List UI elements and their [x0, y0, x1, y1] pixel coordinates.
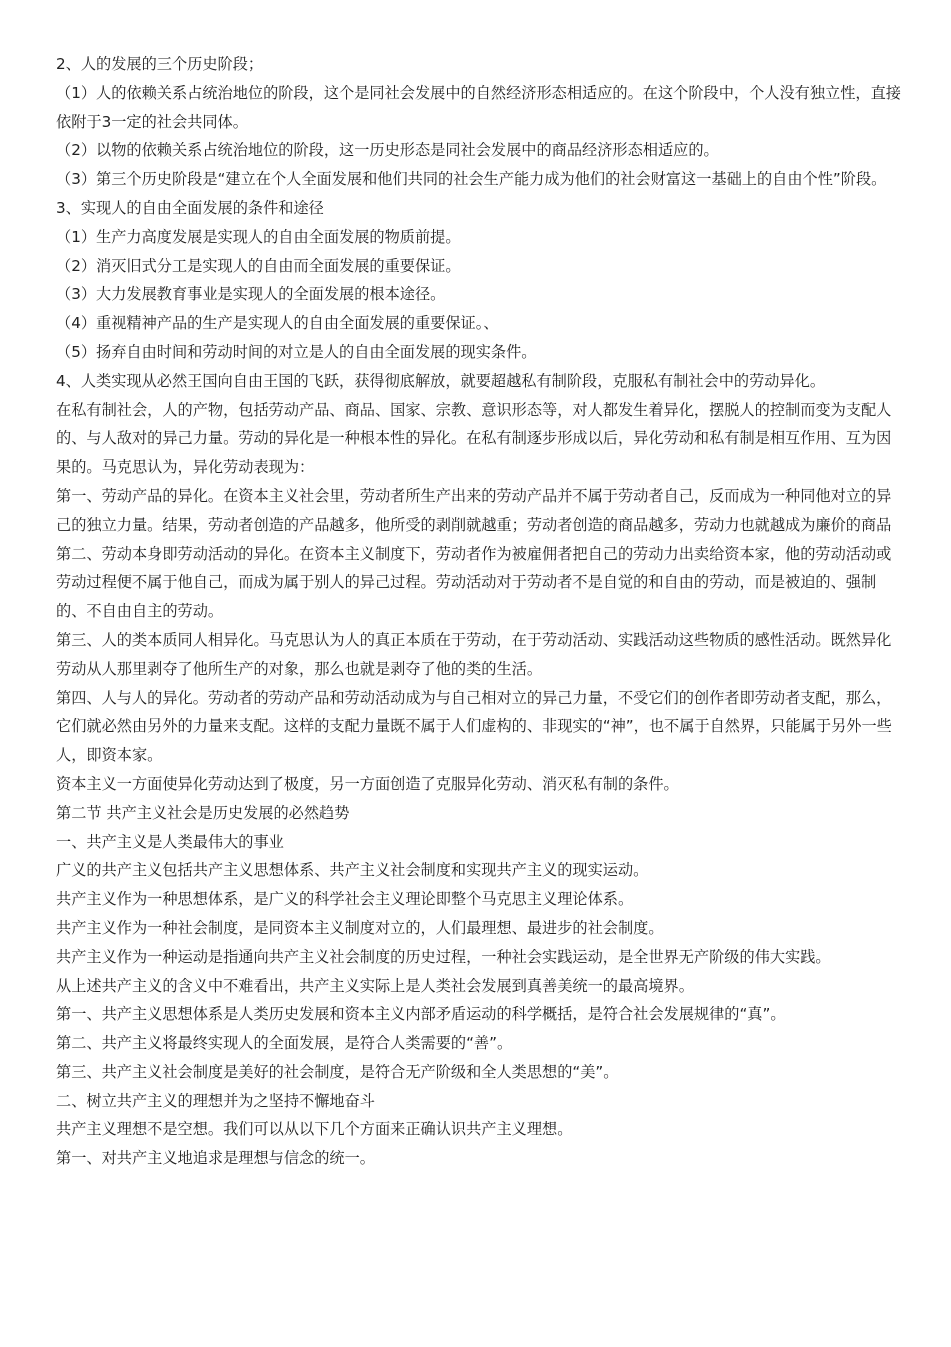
paragraph: （2）消灭旧式分工是实现人的自由而全面发展的重要保证。 — [56, 256, 461, 275]
paragraph: 第二、劳动本身即劳动活动的异化。在资本主义制度下，劳动者作为被雇佣者把自己的劳动力出卖给资本家，他的劳动活动或劳动过程便不属于他自己，而成为属于别人的异己过程。劳动活动对于劳动者不是自觉的和自由的劳动，而是被迫的、强制的、不自由自主的劳动。 — [56, 544, 892, 621]
paragraph: 第一、共产主义思想体系是人类历史发展和资本主义内部矛盾运动的科学概括，是符合社会发展规律的“真”。 — [56, 1005, 786, 1024]
paragraph: 第二、共产主义将最终实现人的全面发展，是符合人类需要的“善”。 — [56, 1034, 513, 1053]
paragraph: 在私有制社会，人的产物，包括劳动产品、商品、国家、宗教、意识形态等，对人都发生着异化，摆脱人的控制而变为支配人的、与人敌对的异己力量。劳动的异化是一种根本性的异化。在私有制逐步形成以后，异化劳动和私有制是相互作用、互为因果的。马克思认为，异化劳动表现为： — [56, 400, 892, 477]
subsection-heading: 二、树立共产主义的理想并为之坚持不懈地奋斗 — [56, 1091, 375, 1110]
paragraph: 第三、共产主义社会制度是美好的社会制度，是符合无产阶级和全人类思想的“美”。 — [56, 1062, 619, 1081]
document-body — [56, 50, 902, 1173]
paragraph: （2）以物的依赖关系占统治地位的阶段，这一历史形态是同社会发展中的商品经济形态相适应的。 — [56, 141, 719, 160]
paragraph: 从上述共产主义的含义中不难看出，共产主义实际上是人类社会发展到真善美统一的最高境界。 — [56, 976, 694, 995]
paragraph: 广义的共产主义包括共产主义思想体系、共产主义社会制度和实现共产主义的现实运动。 — [56, 861, 649, 880]
paragraph: 共产主义作为一种思想体系，是广义的科学社会主义理论即整个马克思主义理论体系。 — [56, 890, 634, 909]
paragraph: 2、人的发展的三个历史阶段； — [56, 55, 264, 73]
subsection-heading: 一、共产主义是人类最伟大的事业 — [56, 832, 284, 851]
paragraph: 第四、人与人的异化。劳动者的劳动产品和劳动活动成为与自己相对立的异己力量，不受它们的创作者即劳动者支配，那么，它们就必然由另外的力量来支配。这样的支配力量既不属于人们虚构的、非现实的“神”，也不属于自然界，只能属于另外一些人，即资本家。 — [56, 688, 892, 765]
paragraph: （5）扬弃自由时间和劳动时间的对立是人的自由全面发展的现实条件。 — [56, 342, 537, 361]
paragraph: （3）第三个历史阶段是“建立在个人全面发展和他们共同的社会生产能力成为他们的社会财富这一基础上的自由个性”阶段。 — [56, 170, 887, 189]
paragraph: 资本主义一方面使异化劳动达到了极度，另一方面创造了克服异化劳动、消灭私有制的条件。 — [56, 774, 679, 793]
paragraph: 共产主义作为一种社会制度，是同资本主义制度对立的，人们最理想、最进步的社会制度。 — [56, 918, 664, 937]
section-heading: 第二节 共产主义社会是历史发展的必然趋势 — [56, 803, 350, 822]
paragraph: （3）大力发展教育事业是实现人的全面发展的根本途径。 — [56, 285, 446, 304]
paragraph: 4、人类实现从必然王国向自由王国的飞跃，获得彻底解放，就要超越私有制阶段，克服私有制社会中的劳动异化。 — [56, 371, 826, 390]
paragraph: （4）重视精神产品的生产是实现人的自由全面发展的重要保证。、 — [56, 314, 499, 333]
paragraph: （1）生产力高度发展是实现人的自由全面发展的物质前提。 — [56, 227, 461, 246]
paragraph: 第一、劳动产品的异化。在资本主义社会里，劳动者所生产出来的劳动产品并不属于劳动者自己，反而成为一种同他对立的异己的独立力量。结果，劳动者创造的产品越多，他所受的剥削就越重；劳动者创造的商品越多，劳动力也就越成为廉价的商品 — [56, 486, 892, 534]
paragraph: 共产主义理想不是空想。我们可以从以下几个方面来正确认识共产主义理想。 — [56, 1120, 573, 1139]
paragraph: 共产主义作为一种运动是指通向共产主义社会制度的历史过程，一种社会实践运动，是全世界无产阶级的伟大实践。 — [56, 947, 831, 966]
paragraph: 第一、对共产主义地追求是理想与信念的统一。 — [56, 1149, 375, 1168]
paragraph: 3、实现人的自由全面发展的条件和途径 — [56, 198, 324, 217]
paragraph: 第三、人的类本质同人相异化。马克思认为人的真正本质在于劳动，在于劳动活动、实践活动这些物质的感性活动。既然异化劳动从人那里剥夺了他所生产的对象，那么也就是剥夺了他的类的生活。 — [56, 630, 892, 678]
paragraph: （1）人的依赖关系占统治地位的阶段，这个是同社会发展中的自然经济形态相适应的。在这个阶段中，个人没有独立性，直接依附于3一定的社会共同体。 — [56, 83, 901, 131]
